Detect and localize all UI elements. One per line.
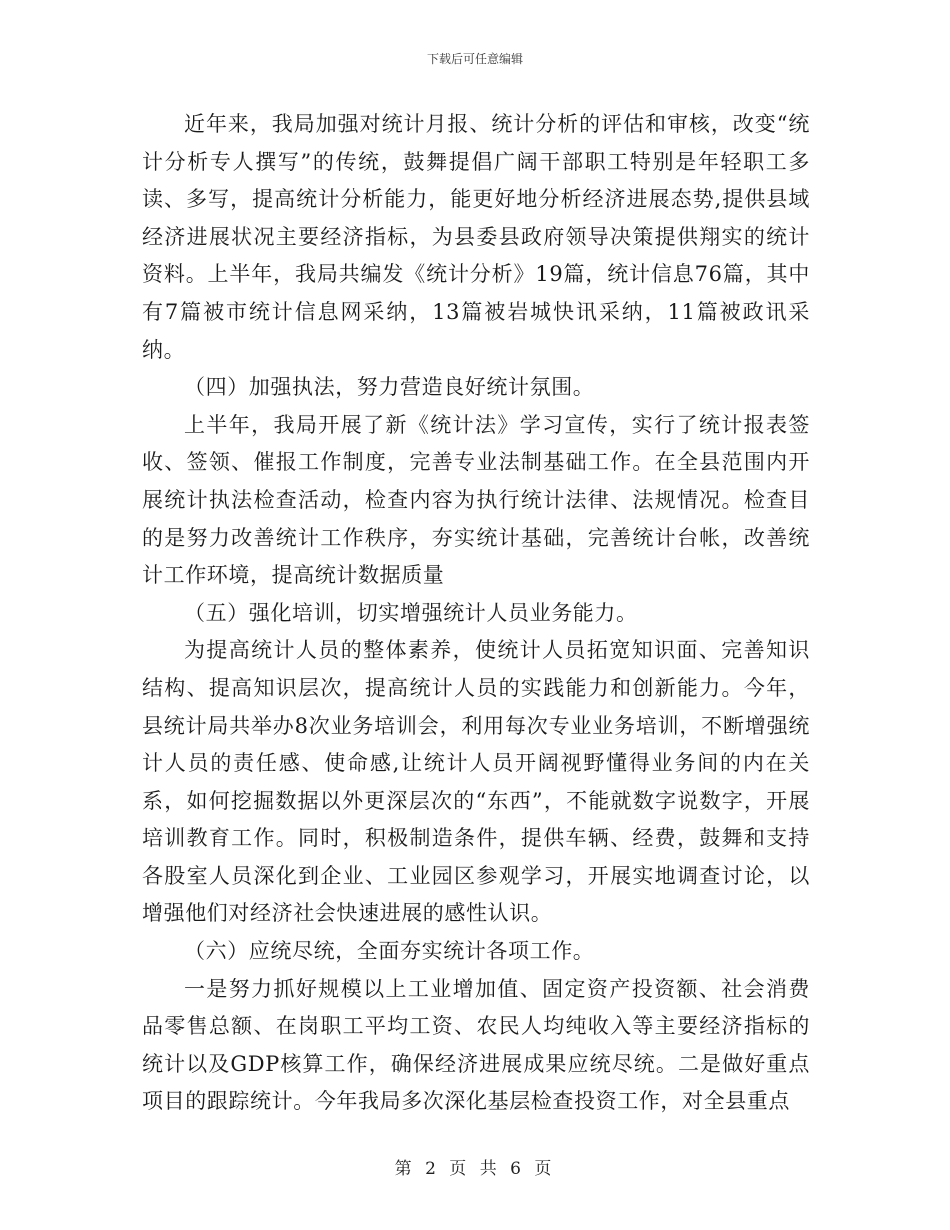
section-heading-comprehensive-statistics: （六）应统尽统，全面夯实统计各项工作。	[184, 939, 595, 964]
paragraph-comprehensive-statistics: 一是努力抓好规模以上工业增加值、固定资产投资额、社会消费品零售总额、在岗职工平均工资、农民人均纯收入等主要经济指标的统计以及GDP核算工作，确保经济进展成果应统尽统。二是做好重点项目的跟踪统计。今年我局多次深化基层检查投资工作，对全县重点	[142, 976, 810, 1114]
section-heading-training: （五）强化培训，切实增强统计人员业务能力。	[184, 600, 638, 625]
document-body	[142, 106, 810, 1121]
paragraph-training: 为提高统计人员的整体素养，使统计人员拓宽知识面、完善知识结构、提高知识层次，提高统计人员的实践能力和创新能力。今年，县统计局共举办8次业务培训会，利用每次专业业务培训，不断增强统计人员的责任感、使命感,让统计人员开阔视野懂得业务间的内在关系，如何挖掘数据以外更深层次的“东西”，不能就数字说数字，开展培训教育工作。同时，积极制造条件，提供车辆、经费，鼓舞和支持各股室人员深化到企业、工业园区参观学习，开展实地调查讨论，以增强他们对经济社会快速进展的感性认识。	[142, 638, 810, 926]
page-number-footer: 第 2 页 共 6 页	[394, 1159, 556, 1179]
paragraph-law-enforcement: 上半年，我局开展了新《统计法》学习宣传，实行了统计报表签收、签领、催报工作制度，完善专业法制基础工作。在全县范围内开展统计执法检查活动，检查内容为执行统计法律、法规情况。检查目的是努力改善统计工作秩序，夯实统计基础，完善统计台帐，改善统计工作环境，提高统计数据质量	[142, 412, 810, 588]
page-header-note: 下载后可任意编辑	[426, 52, 523, 66]
section-heading-law-enforcement: （四）加强执法，努力营造良好统计氛围。	[184, 375, 595, 400]
paragraph-statistical-analysis: 近年来，我局加强对统计月报、统计分析的评估和审核，改变“统计分析专人撰写”的传统，鼓舞提倡广阔干部职工特别是年轻职工多读、多写，提高统计分析能力，能更好地分析经济进展态势,提供县域经济进展状况主要经济指标，为县委县政府领导决策提供翔实的统计资料。上半年，我局共编发《统计分析》19篇，统计信息76篇，其中有7篇被市统计信息网采纳，13篇被岩城快讯采纳，11篇被政讯采纳。	[142, 112, 810, 362]
